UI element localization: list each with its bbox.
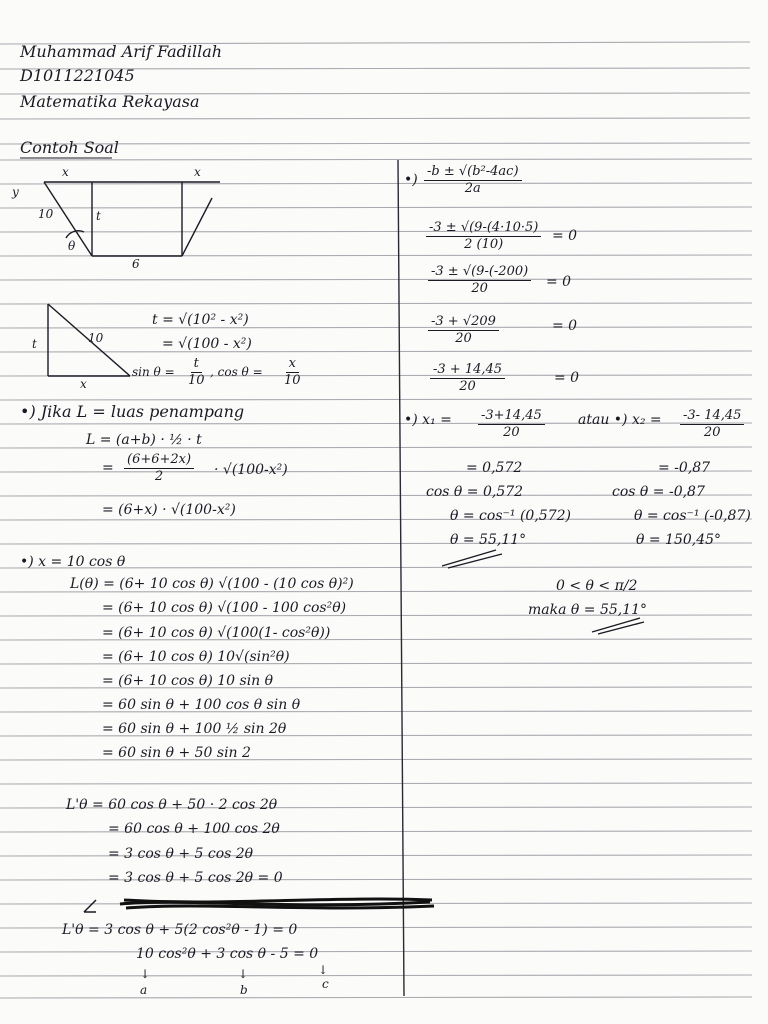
cos-fraction <box>284 356 301 388</box>
subst-line-1: L(θ) = (6+ 10 cos θ) √(100 - (10 cos θ)²) <box>70 576 354 592</box>
cos-num: x <box>286 356 299 373</box>
diagram1-x-left: x <box>62 165 69 179</box>
crossed-out-scribble <box>80 894 440 916</box>
quad-f2-den: 2 (10) <box>464 237 504 252</box>
underline-scribble-1 <box>438 546 508 570</box>
quad-f5-den: 20 <box>459 379 476 394</box>
arccos1: θ = cos⁻¹ (0,572) <box>450 508 571 524</box>
subst-line-6: = 60 sin θ + 100 cos θ sin θ <box>102 697 301 713</box>
diagram2-base: x <box>80 377 87 391</box>
student-id: D1011221045 <box>20 66 135 85</box>
diagram1-height: t <box>96 209 101 223</box>
x2-den: 20 <box>703 425 721 440</box>
section-title: Contoh Soal <box>20 138 119 157</box>
underline-scribble-2 <box>588 614 648 636</box>
quad-formula-2 <box>426 220 541 252</box>
diagram2-height: t <box>32 337 37 351</box>
arrow-icon-b: ↓ <box>238 967 249 981</box>
diagram2-hyp: 10 <box>88 331 104 345</box>
deriv-line-2: = 3 cos θ + 5 cos 2θ <box>108 846 254 862</box>
diagram1-theta: θ <box>68 239 76 253</box>
triangle-diagram <box>0 296 140 386</box>
quad-formula-1 <box>424 164 522 196</box>
quad-f1-num: -b ± √(b²-4ac) <box>424 164 522 181</box>
course-name: Matematika Rekayasa <box>20 92 200 111</box>
arrow-icon-c: ↓ <box>318 963 329 977</box>
quad-f2-eq: = 0 <box>552 228 578 244</box>
area-line-2-tail: · √(100-x²) <box>214 462 288 478</box>
quad-f4-eq: = 0 <box>552 318 578 334</box>
subst-line-5: = (6+ 10 cos θ) 10 sin θ <box>102 673 274 689</box>
deriv-line-4: L'θ = 3 cos θ + 5(2 cos²θ - 1) = 0 <box>62 922 298 938</box>
subst-line-3: = (6+ 10 cos θ) √(100(1- cos²θ)) <box>102 625 331 641</box>
quad-f5-num: -3 + 14,45 <box>430 362 505 379</box>
coef-b: b <box>240 983 248 997</box>
student-name: Muhammad Arif Fadillah <box>20 42 223 61</box>
subst-line-2: = (6+ 10 cos θ) √(100 - 100 cos²θ) <box>102 600 347 616</box>
equals-sign: = <box>102 460 114 476</box>
diagram1-y: y <box>12 185 19 199</box>
cos2: cos θ = -0,87 <box>612 484 705 500</box>
theta2: θ = 150,45° <box>636 532 722 548</box>
area-fraction <box>124 452 194 484</box>
coef-a: a <box>140 983 148 997</box>
quad-f3-den: 20 <box>471 281 488 296</box>
diagram1-base: 6 <box>132 257 140 271</box>
x2-num: -3- 14,45 <box>680 408 744 425</box>
t-equation: t = √(10² - x²) <box>152 312 249 328</box>
deriv-line-3: = 3 cos θ + 5 cos 2θ = 0 <box>108 870 283 886</box>
deriv-line-1: = 60 cos θ + 100 cos 2θ <box>108 821 280 837</box>
area-num: (6+6+2x) <box>124 452 194 469</box>
root1-value: = 0,572 <box>466 460 523 476</box>
sin-num: t <box>191 356 202 373</box>
quad-formula-4 <box>428 314 499 346</box>
deriv-line-5: 10 cos²θ + 3 cos θ - 5 = 0 <box>136 946 319 962</box>
theta-range: 0 < θ < π/2 <box>556 578 638 594</box>
subst-line-8: = 60 sin θ + 50 sin 2 <box>102 745 251 761</box>
coef-c: c <box>322 977 329 991</box>
quad-bullet: •) <box>404 172 418 188</box>
quad-f2-num: -3 ± √(9-(4·10·5) <box>426 220 541 237</box>
sin-lhs: sin θ = <box>132 365 175 379</box>
subst-line-0: •) x = 10 cos θ <box>20 554 126 570</box>
diagram1-x-right: x <box>194 165 201 179</box>
final-answer: maka θ = 55,11° <box>528 602 648 618</box>
quad-f1-den: 2a <box>464 181 481 196</box>
deriv-line-0: L'θ = 60 cos θ + 50 · 2 cos 2θ <box>66 797 278 813</box>
theta1: θ = 55,11° <box>450 532 527 548</box>
area-line-1: L = (a+b) · ½ · t <box>86 432 202 448</box>
sin-den: 10 <box>188 373 205 388</box>
t-equation-2: = √(100 - x²) <box>162 336 252 352</box>
sin-fraction <box>188 356 205 388</box>
quad-f5-eq: = 0 <box>554 370 580 386</box>
x2-lhs: atau •) x₂ = <box>578 412 662 428</box>
x1-num: -3+14,45 <box>478 408 545 425</box>
arrow-icon-a: ↓ <box>140 967 151 981</box>
x1-lhs: •) x₁ = <box>404 412 452 428</box>
quad-formula-5 <box>430 362 505 394</box>
quad-f4-den: 20 <box>455 331 472 346</box>
x1-den: 20 <box>503 425 520 440</box>
quad-f4-num: -3 + √209 <box>428 314 499 331</box>
quad-f3-num: -3 ± √(9-(-200) <box>428 264 531 281</box>
area-line-3: = (6+x) · √(100-x²) <box>102 502 236 518</box>
quad-f3-eq: = 0 <box>546 274 572 290</box>
quad-formula-3 <box>428 264 531 296</box>
cos-den: 10 <box>284 373 301 388</box>
diagram1-side: 10 <box>38 207 54 221</box>
subst-line-4: = (6+ 10 cos θ) 10√(sin²θ) <box>102 649 290 665</box>
x2-fraction <box>680 408 744 440</box>
root2-value: = -0,87 <box>658 460 711 476</box>
cos-lhs: , cos θ = <box>210 365 263 379</box>
arccos2: θ = cos⁻¹ (-0,87) <box>634 508 751 524</box>
area-den: 2 <box>154 469 164 484</box>
subst-line-7: = 60 sin θ + 100 ½ sin 2θ <box>102 721 287 737</box>
cos1: cos θ = 0,572 <box>426 484 524 500</box>
area-intro: •) Jika L = luas penampang <box>20 402 245 421</box>
x1-fraction <box>478 408 545 440</box>
